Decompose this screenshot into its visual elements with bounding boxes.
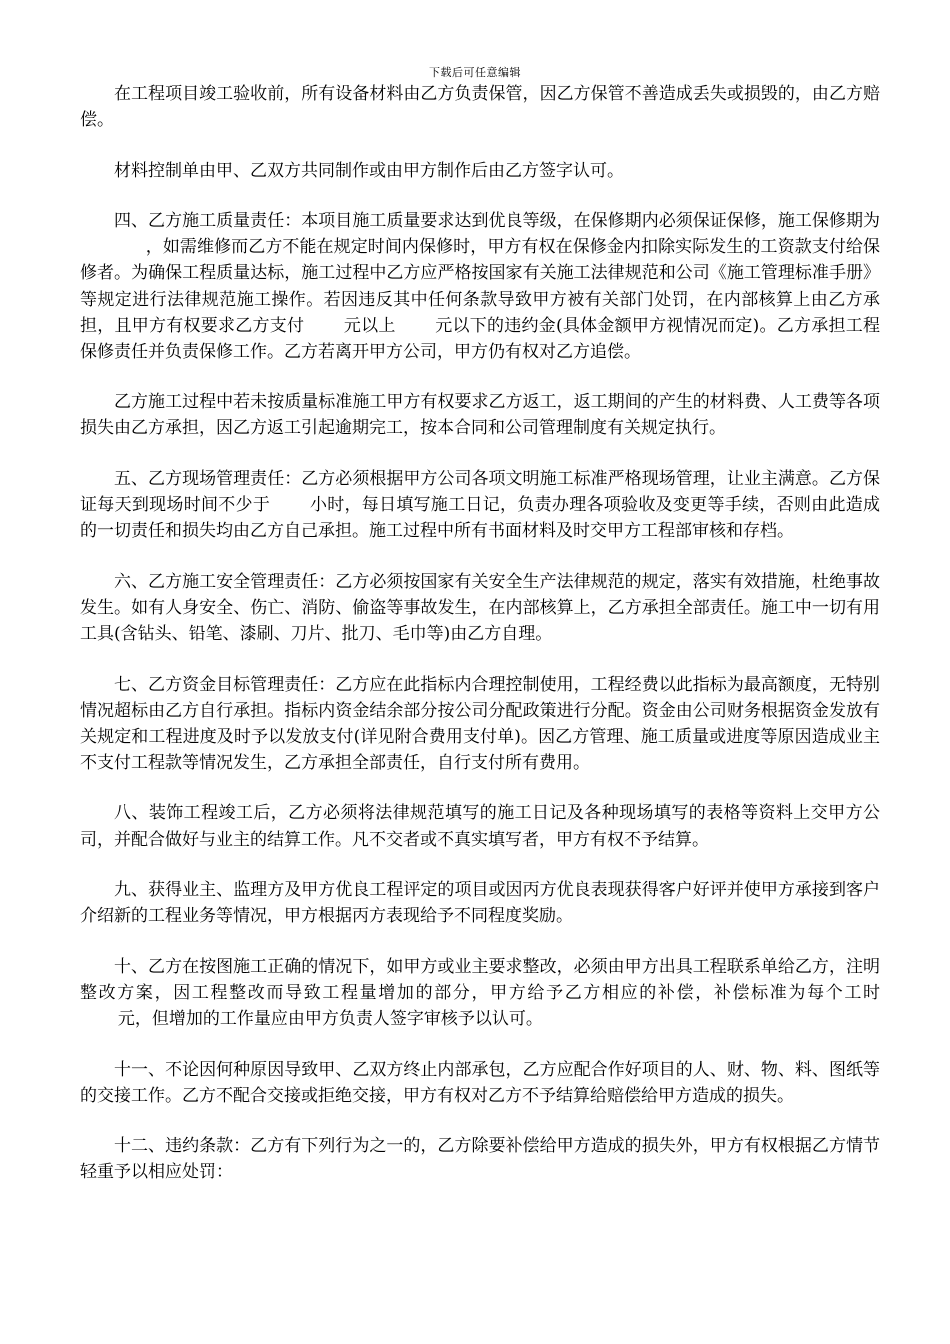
- paragraph-funding-management: 七、乙方资金目标管理责任：乙方应在此指标内合理控制使用，工程经费以此指标为最高额度，无特别情况超标由乙方自行承担。指标内资金结余部分按公司分配政策进行分配。资金由公司财务根据资金发放有关规定和工程进度及时予以发放支付(详见附合费用支付单)。因乙方管理、施工质量或进度等原因造成业主不支付工程款等情况发生，乙方承担全部责任，自行支付所有费用。: [80, 674, 880, 773]
- page-header-note: 下载后可任意编辑: [429, 66, 521, 79]
- text-segment: ，如需维修而乙方不能在规定时间内保修时，甲方有权在保修金内扣除实际发生的工资款支付给保修者。为确保工程质量达标，施工过程中乙方应严格按国家有关施工法律规范和公司《施工管理标准手册》等规定进行法律规范施工操作。若因违反其中任何条款导致甲方被有关部门处罚，在内部核算上由乙方承担，且甲方有权要求乙方支付: [80, 237, 880, 336]
- paragraph-rework: 乙方施工过程中若未按质量标准施工甲方有权要求乙方返工，返工期间的产生的材料费、人工费等各项损失由乙方承担，因乙方返工引起逾期完工，按本合同和公司管理制度有关规定执行。: [80, 392, 880, 439]
- paragraph-site-management: [80, 466, 880, 544]
- blank-field-penalty-max: [396, 316, 436, 336]
- blank-field-warranty-period: [80, 237, 146, 257]
- text-segment: 元，但增加的工作量应由甲方负责人签字审核予以认可。: [117, 1009, 543, 1030]
- text-segment: 元以下的违约金(具体金额甲方视情况而定)。乙方承担工程保修责任并负责保修工作。乙方若离开甲方公司，甲方仍有权对乙方追偿。: [80, 315, 881, 362]
- text-segment: 四、乙方施工质量责任：本项目施工质量要求达到优良等级，在保修期内必须保证保修，施工保修期为: [114, 211, 880, 232]
- text-segment: 元以上: [343, 315, 396, 336]
- paragraph-rectification-compensation: [80, 954, 880, 1032]
- text-segment: 十、乙方在按图施工正确的情况下，如甲方或业主要求整改，必须由甲方出具工程联系单给乙方，注明整改方案，因工程整改而导致工程量增加的部分，甲方给予乙方相应的补偿，补偿标准为每个工时: [80, 956, 880, 1003]
- paragraph-safety-management: 六、乙方施工安全管理责任：乙方必须按国家有关安全生产法律规范的规定，落实有效措施，杜绝事故发生。如有人身安全、伤亡、消防、偷盗等事故发生，在内部核算上，乙方承担全部责任。施工中一切有用工具(含钻头、铅笔、漆刷、刀片、批刀、毛巾等)由乙方自理。: [80, 571, 880, 644]
- blank-field-penalty-min: [304, 316, 344, 336]
- paragraph-completion-documents: 八、装饰工程竣工后，乙方必须将法律规范填写的施工日记及各种现场填写的表格等资料上交甲方公司，并配合做好与业主的结算工作。凡不交者或不真实填写者，甲方有权不予结算。: [80, 803, 880, 850]
- paragraph-material-control-sheet: 材料控制单由甲、乙双方共同制作或由甲方制作后由乙方签字认可。: [114, 160, 624, 181]
- text-segment: 小时，每日填写施工日记，负责办理各项验收及变更等手续，否则由此造成的一切责任和损失均由乙方自己承担。施工过程中所有书面材料及时交甲方工程部审核和存档。: [80, 495, 881, 542]
- text-segment: 五、乙方现场管理责任：乙方必须根据甲方公司各项文明施工标准严格现场管理，让业主满意。乙方保证每天到现场时间不少于: [80, 469, 880, 516]
- blank-field-hourly-rate: [80, 1009, 118, 1029]
- paragraph-quality-responsibility: [80, 208, 880, 365]
- paragraph-rewards: 九、获得业主、监理方及甲方优良工程评定的项目或因丙方优良表现获得客户好评并使甲方承接到客户介绍新的工程业务等情况，甲方根据丙方表现给予不同程度奖励。: [80, 880, 880, 927]
- paragraph-termination-handover: 十一、不论因何种原因导致甲、乙双方终止内部承包，乙方应配合作好项目的人、财、物、料、图纸等的交接工作。乙方不配合交接或拒绝交接，甲方有权对乙方不予结算给赔偿给甲方造成的损失。: [80, 1059, 880, 1106]
- blank-field-daily-hours: [270, 495, 310, 515]
- paragraph-materials-custody: 在工程项目竣工验收前，所有设备材料由乙方负责保管，因乙方保管不善造成丢失或损毁的，由乙方赔偿。: [80, 84, 880, 131]
- paragraph-breach-clause: 十二、违约条款：乙方有下列行为之一的，乙方除要补偿给甲方造成的损失外，甲方有权根据乙方情节轻重予以相应处罚：: [80, 1136, 880, 1183]
- document-body: [80, 81, 880, 1210]
